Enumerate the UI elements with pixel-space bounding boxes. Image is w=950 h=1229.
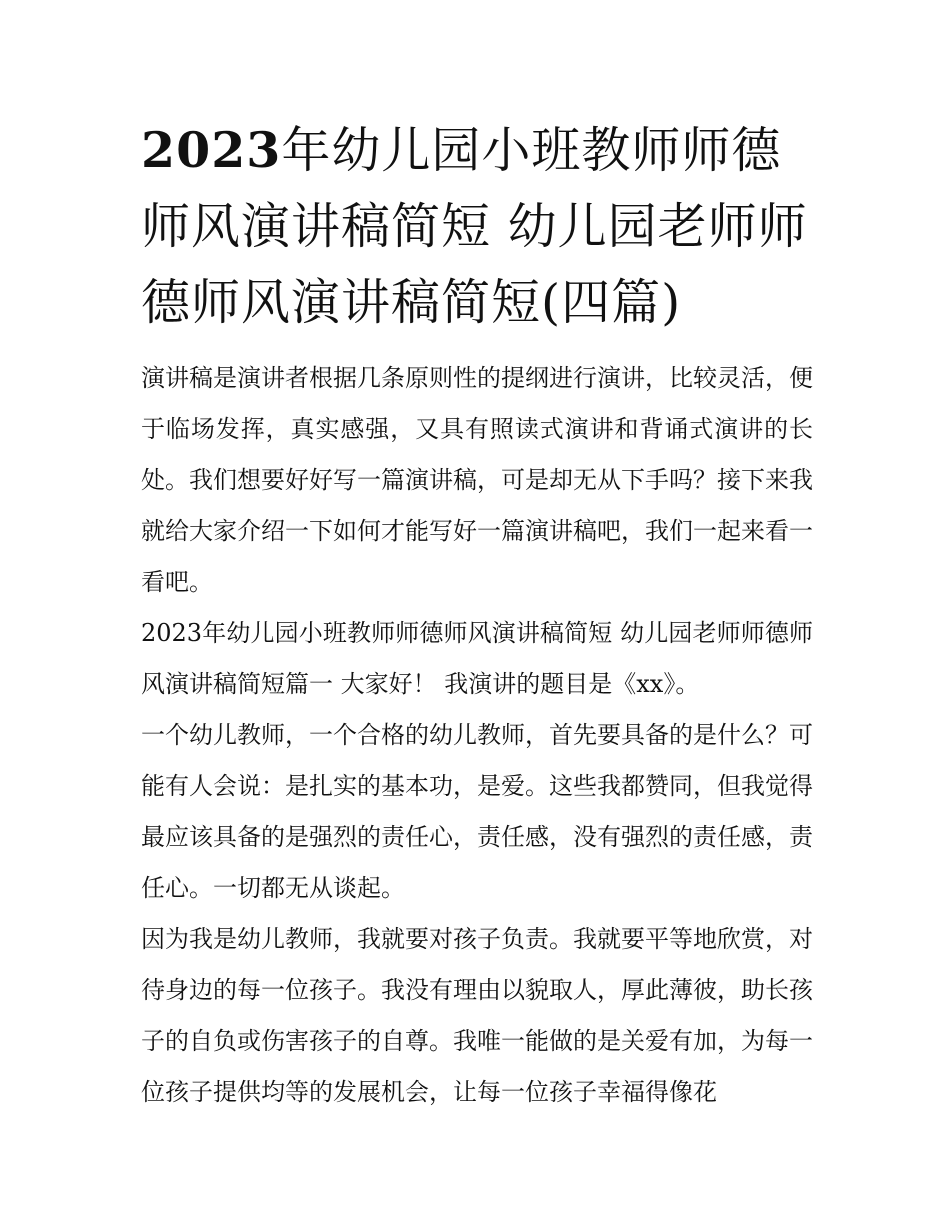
body-paragraph: 一个幼儿教师，一个合格的幼儿教师，首先要具备的是什么？可能有人会说：是扎实的基本功，是爱。这些我都赞同，但我觉得最应该具备的是强烈的责任心，责任感，没有强烈的责任感，责任心。一切都无从谈起。: [141, 721, 813, 902]
document-title: [141, 112, 813, 341]
body-paragraph: 因为我是幼儿教师，我就要对孩子负责。我就要平等地欣赏，对待身边的每一位孩子。我没有理由以貌取人，厚此薄彼，助长孩子的自负或伤害孩子的自尊。我唯一能做的是关爱有加，为每一位孩子提供均等的发展机会，让每一位孩子幸福得像花: [141, 925, 813, 1106]
title-year: 2023: [141, 121, 282, 179]
title-text: 年幼儿园小班教师师德师风演讲稿简短 幼儿园老师师德师风演讲稿简短(四篇): [141, 122, 808, 331]
section-heading-paragraph: 2023年幼儿园小班教师师德师风演讲稿简短 幼儿园老师师德师风演讲稿简短篇一 大家好！ 我演讲的题目是《xx》。: [141, 619, 813, 698]
intro-paragraph: 演讲稿是演讲者根据几条原则性的提纲进行演讲，比较灵活，便于临场发挥，真实感强，又具有照读式演讲和背诵式演讲的长处。我们想要好好写一篇演讲稿，可是却无从下手吗？接下来我就给大家介绍一下如何才能写好一篇演讲稿吧，我们一起来看一看吧。: [141, 364, 813, 596]
document-body: [141, 112, 813, 1118]
